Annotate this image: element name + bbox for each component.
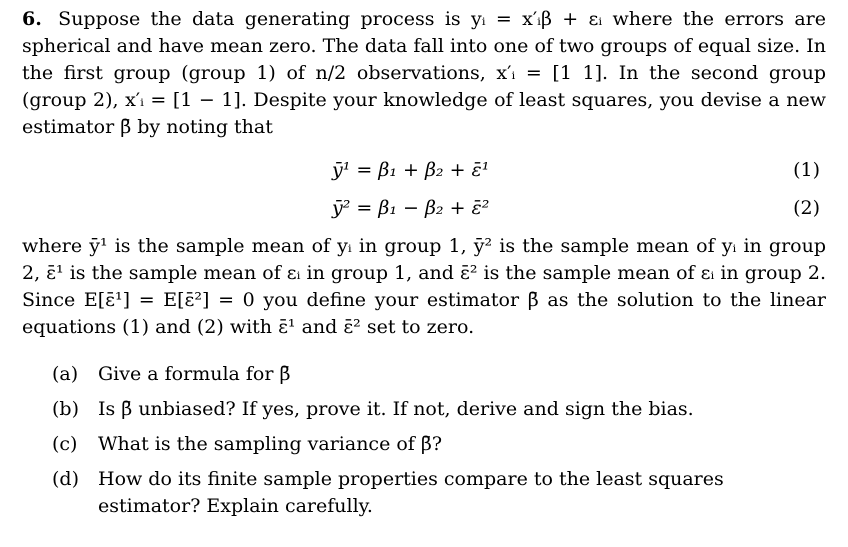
question-part-d <box>52 466 826 520</box>
question-part-a <box>52 361 826 388</box>
part-d-label: (d) <box>52 468 79 490</box>
equation-2 <box>22 189 826 227</box>
equation-1-body: ȳ¹ = β₁ + β₂ + ε̄¹ <box>332 159 490 181</box>
part-b-label: (b) <box>52 398 79 420</box>
equation-2-body: ȳ² = β₁ − β₂ + ε̄² <box>332 197 490 219</box>
problem-intro-text: Suppose the data generating process is yᵢ = x′ᵢβ + εᵢ where the errors are spherical and have mean zero. The data fall into one of two groups of equal size. In the first group (group 1) of n/2 observations, x′ᵢ = [1 1]. In the second group (group 2), x′ᵢ = [1 − 1]. Despite your knowledge of least squares, you devise a new estimator β̄ by noting that <box>22 8 826 138</box>
part-c-text: What is the sampling variance of β̄? <box>98 433 443 455</box>
question-parts <box>22 361 826 520</box>
question-part-b <box>52 396 826 423</box>
part-b-text: Is β̄ unbiased? If yes, prove it. If not, derive and sign the bias. <box>98 398 694 420</box>
problem-followup: where ȳ¹ is the sample mean of yᵢ in group 1, ȳ² is the sample mean of yᵢ in group 2, ε̄¹ is the sample mean of εᵢ in group 1, and ε̄² is the sample mean of εᵢ in group 2. Since E[ε̄¹] = E[ε̄²] = 0 you define your estimator β̄ as the solution to the linear equations (1) and (2) with ε̄¹ and ε̄² set to zero. <box>22 235 826 338</box>
equation-2-tag: (2) <box>793 197 820 219</box>
problem-number: 6. <box>22 8 42 30</box>
part-c-label: (c) <box>52 433 78 455</box>
equation-block <box>22 151 826 227</box>
problem-intro <box>22 6 826 141</box>
question-part-c <box>52 431 826 458</box>
equation-1 <box>22 151 826 189</box>
part-a-text: Give a formula for β̄ <box>98 363 291 385</box>
part-a-label: (a) <box>52 363 79 385</box>
part-d-text: How do its finite sample properties compare to the least squares estimator? Explain carefully. <box>98 468 724 517</box>
equation-1-tag: (1) <box>793 159 820 181</box>
